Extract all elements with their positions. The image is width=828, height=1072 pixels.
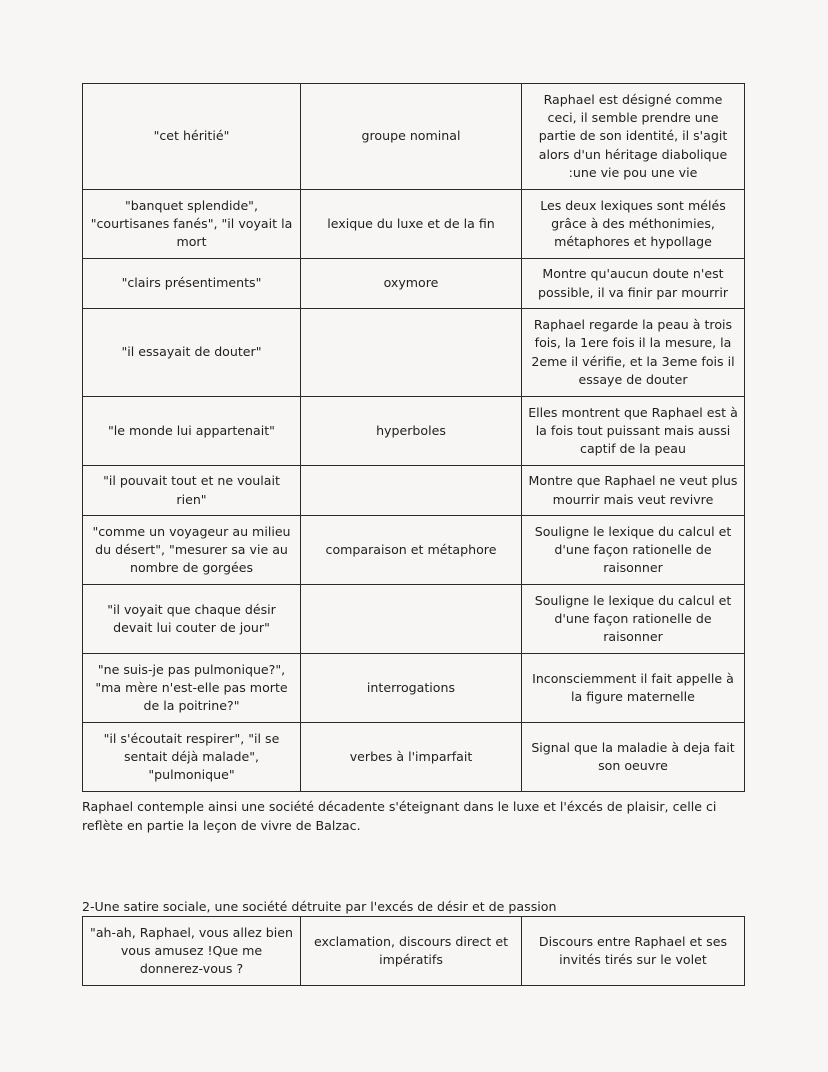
device-cell: exclamation, discours direct et impératifs	[301, 917, 522, 986]
quote-cell: "il voyait que chaque désir devait lui couter de jour"	[83, 585, 301, 654]
effect-cell: Souligne le lexique du calcul et d'une façon rationelle de raisonner	[522, 516, 745, 585]
effect-cell: Raphael est désigné comme ceci, il semble prendre une partie de son identité, il s'agit alors d'un héritage diabolique :une vie pou une vie	[522, 84, 745, 190]
quote-cell: "clairs présentiments"	[83, 259, 301, 309]
effect-cell: Discours entre Raphael et ses invités tirés sur le volet	[522, 917, 745, 986]
device-cell	[301, 309, 522, 397]
device-cell	[301, 585, 522, 654]
quote-cell: "il s'écoutait respirer", "il se sentait déjà malade", "pulmonique"	[83, 723, 301, 792]
table-row	[83, 723, 745, 792]
section-heading: 2-Une satire sociale, une société détruite par l'excés de désir et de passion	[82, 899, 557, 914]
table-row	[83, 84, 745, 190]
quote-cell: "comme un voyageur au milieu du désert", "mesurer sa vie au nombre de gorgées	[83, 516, 301, 585]
conclusion-paragraph: Raphael contemple ainsi une société décadente s'éteignant dans le luxe et l'éxcés de plaisir, celle ci reflète en partie la leçon de vivre de Balzac.	[82, 799, 717, 833]
table-row	[83, 917, 745, 986]
table-row	[83, 654, 745, 723]
effect-cell: Elles montrent que Raphael est à la fois tout puissant mais aussi captif de la peau	[522, 397, 745, 466]
quote-cell: "le monde lui appartenait"	[83, 397, 301, 466]
effect-cell: Inconsciemment il fait appelle à la figure maternelle	[522, 654, 745, 723]
effect-cell: Signal que la maladie à deja fait son oeuvre	[522, 723, 745, 792]
effect-cell: Raphael regarde la peau à trois fois, la 1ere fois il la mesure, la 2eme il vérifie, et la 3eme fois il essaye de douter	[522, 309, 745, 397]
effect-cell: Les deux lexiques sont mélés grâce à des méthonimies, métaphores et hypollage	[522, 190, 745, 259]
device-cell: interrogations	[301, 654, 522, 723]
device-cell: groupe nominal	[301, 84, 522, 190]
table-row	[83, 190, 745, 259]
table-row	[83, 466, 745, 516]
effect-cell: Souligne le lexique du calcul et d'une façon rationelle de raisonner	[522, 585, 745, 654]
quote-cell: "il essayait de douter"	[83, 309, 301, 397]
table-row	[83, 309, 745, 397]
table-row	[83, 516, 745, 585]
table-row	[83, 397, 745, 466]
quote-cell: "banquet splendide", "courtisanes fanés", "il voyait la mort	[83, 190, 301, 259]
quote-cell: "cet héritié"	[83, 84, 301, 190]
quote-cell: "ne suis-je pas pulmonique?", "ma mère n'est-elle pas morte de la poitrine?"	[83, 654, 301, 723]
effect-cell: Montre que Raphael ne veut plus mourrir mais veut revivre	[522, 466, 745, 516]
analysis-table	[82, 83, 745, 792]
device-cell: hyperboles	[301, 397, 522, 466]
table-row	[83, 259, 745, 309]
quote-cell: "il pouvait tout et ne voulait rien"	[83, 466, 301, 516]
satire-table	[82, 916, 745, 986]
device-cell: verbes à l'imparfait	[301, 723, 522, 792]
device-cell	[301, 466, 522, 516]
device-cell: oxymore	[301, 259, 522, 309]
table-row	[83, 585, 745, 654]
device-cell: lexique du luxe et de la fin	[301, 190, 522, 259]
effect-cell: Montre qu'aucun doute n'est possible, il va finir par mourrir	[522, 259, 745, 309]
quote-cell: "ah-ah, Raphael, vous allez bien vous amusez !Que me donnerez-vous ?	[83, 917, 301, 986]
device-cell: comparaison et métaphore	[301, 516, 522, 585]
